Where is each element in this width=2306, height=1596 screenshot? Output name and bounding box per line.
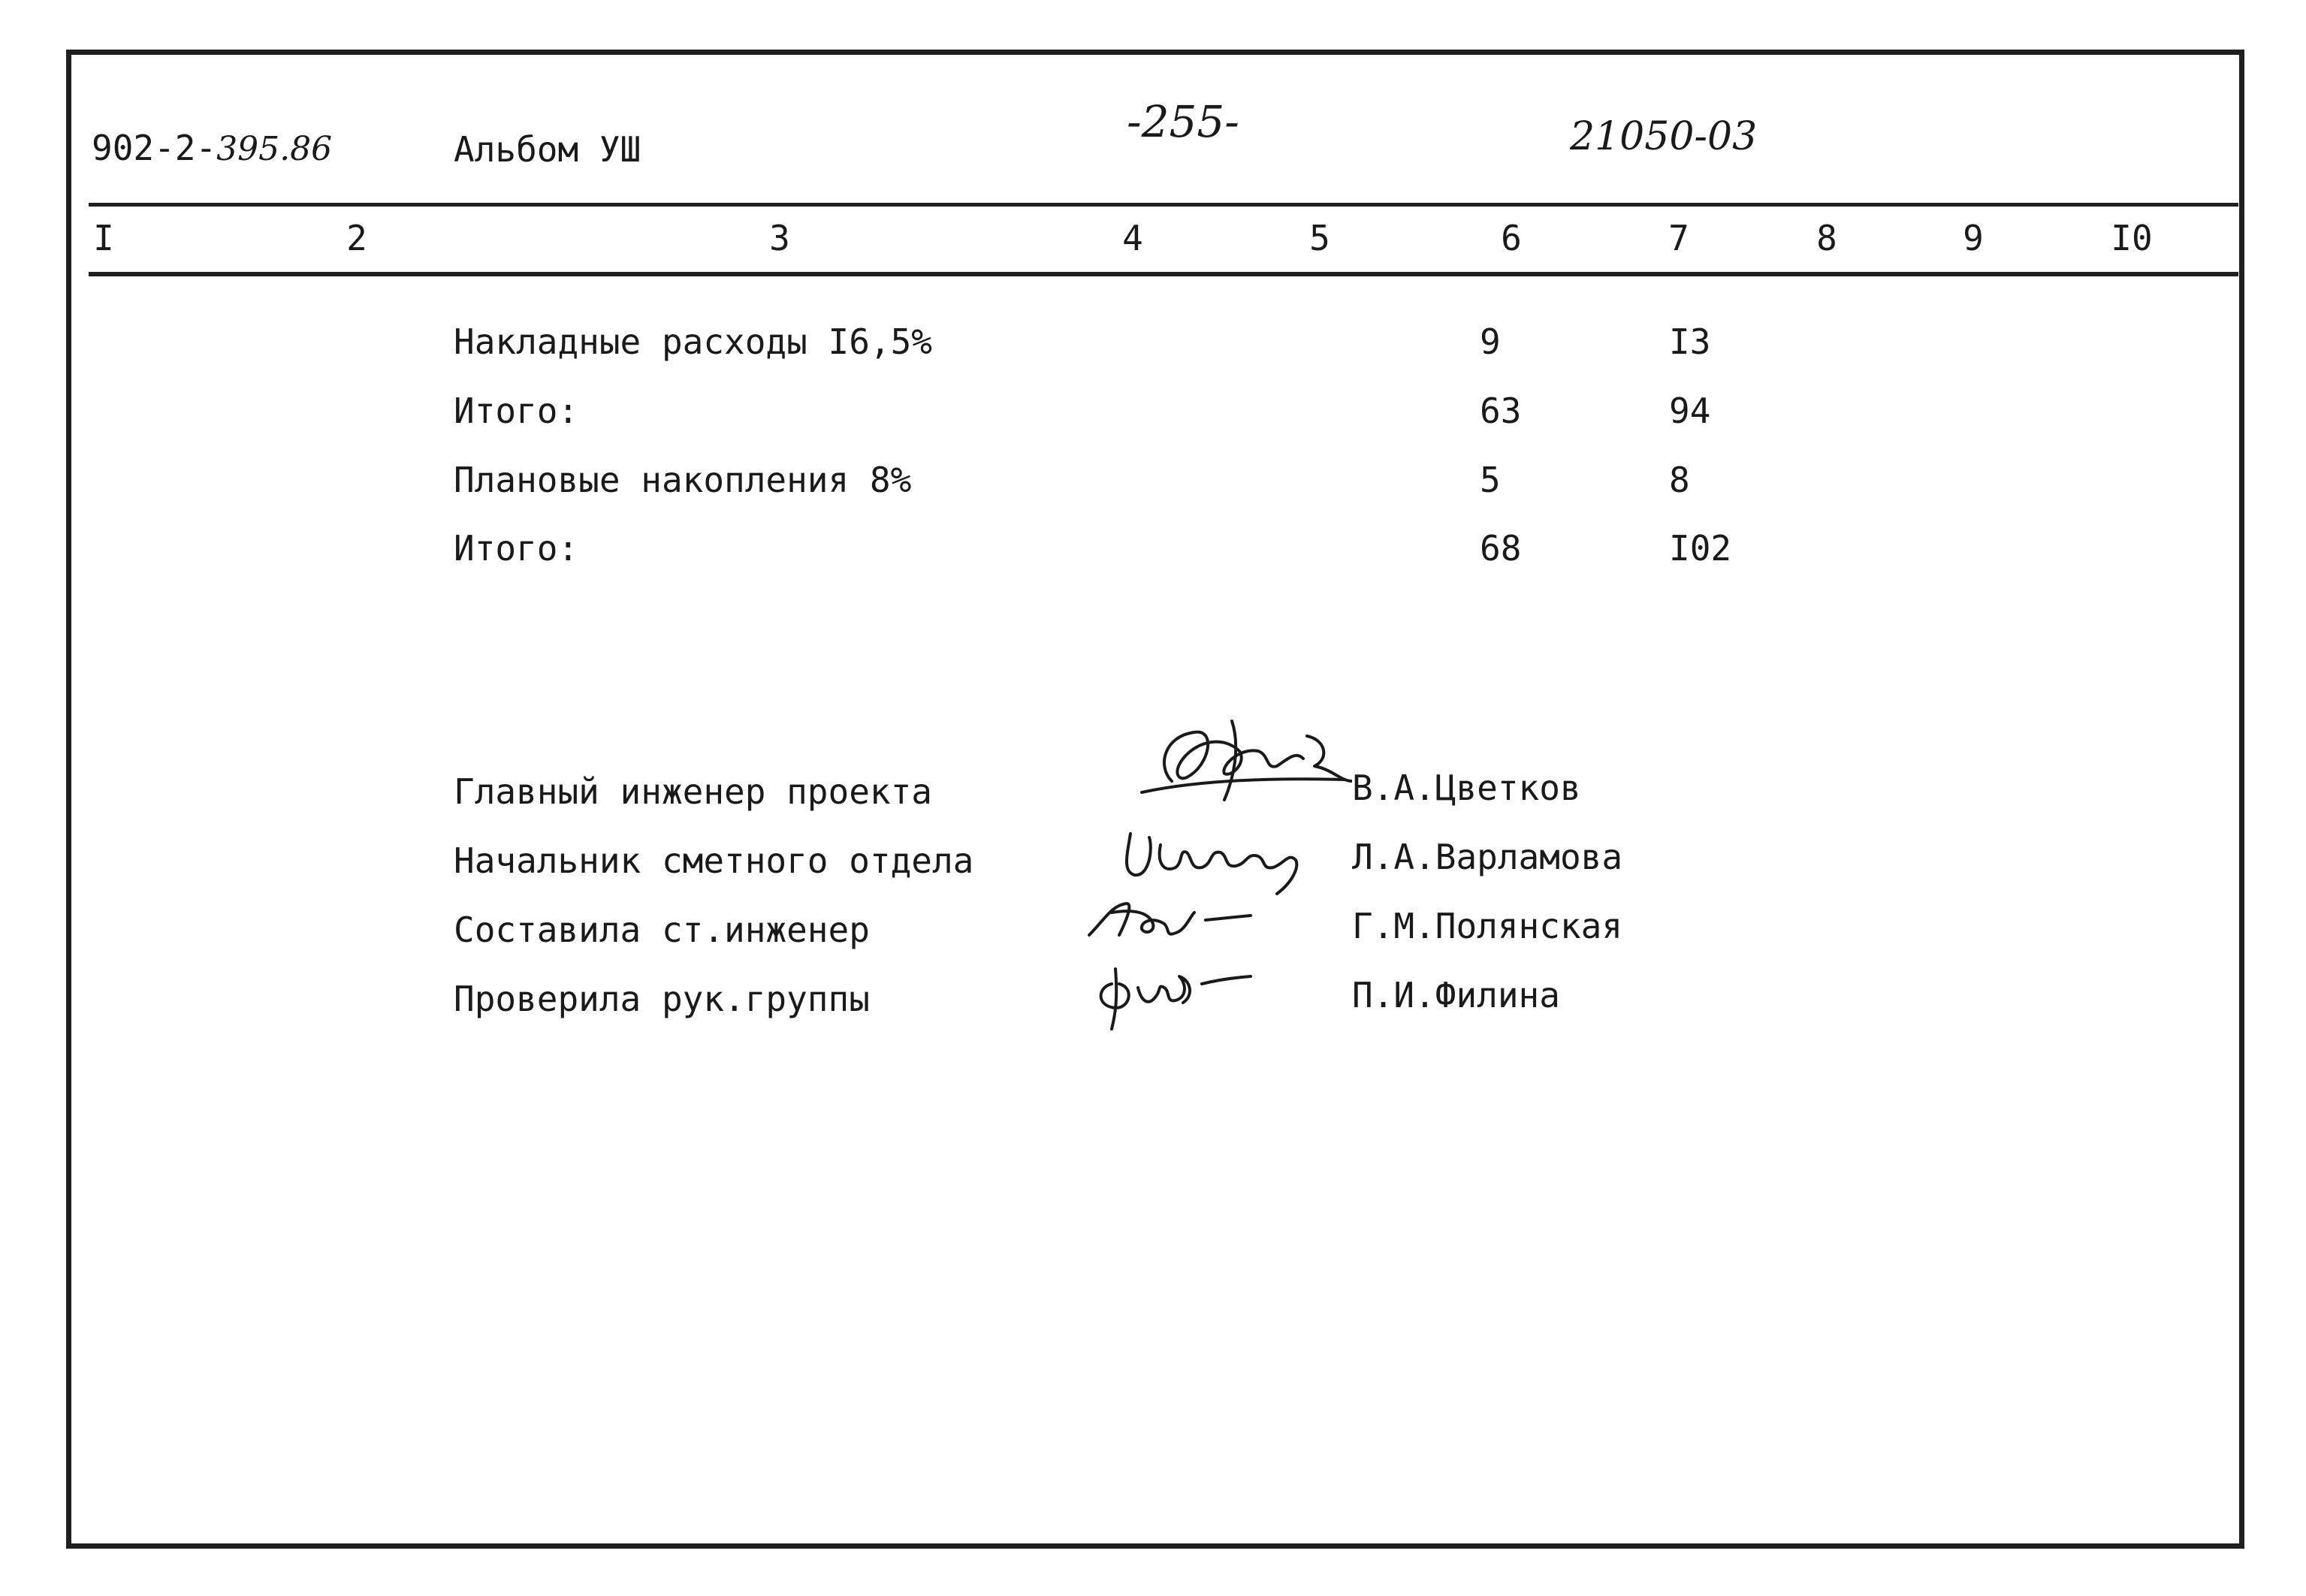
column-number-10: I0 bbox=[2111, 218, 2153, 258]
header-code bbox=[92, 128, 332, 168]
header-code-handwritten: 395.86 bbox=[216, 130, 333, 168]
row-col6: 9 bbox=[1480, 321, 1501, 362]
column-number-1: I bbox=[93, 218, 114, 258]
row-label: Плановые накопления 8% bbox=[454, 460, 912, 500]
row-col6: 5 bbox=[1480, 460, 1501, 500]
row-col7: 94 bbox=[1669, 391, 1711, 431]
signatory-title: Составила ст.инженер bbox=[454, 910, 870, 950]
header-rule-top bbox=[89, 203, 2238, 207]
signature-estimates-head bbox=[1108, 819, 1326, 901]
row-col7: I3 bbox=[1669, 321, 1711, 362]
signatory-title: Главный инженер проекта bbox=[454, 771, 932, 812]
header-code-typed: 902-2- bbox=[92, 128, 217, 168]
column-number-8: 8 bbox=[1816, 218, 1837, 258]
row-label: Итого: bbox=[454, 391, 579, 431]
column-number-6: 6 bbox=[1501, 218, 1522, 258]
doc-number: 21050-03 bbox=[1570, 114, 1758, 159]
signatory-name: Л.А.Варламова bbox=[1352, 837, 1623, 877]
row-col7: 8 bbox=[1669, 460, 1690, 500]
page-number: -255- bbox=[1127, 96, 1239, 147]
column-number-2: 2 bbox=[346, 218, 367, 258]
row-col6: 63 bbox=[1480, 391, 1522, 431]
column-number-9: 9 bbox=[1963, 218, 1984, 258]
signatory-name: П.И.Филина bbox=[1352, 975, 1560, 1015]
signatory-name: Г.М.Полянская bbox=[1352, 906, 1623, 946]
row-col7: I02 bbox=[1669, 528, 1732, 569]
signature-chief-engineer bbox=[1127, 706, 1352, 819]
signatory-title: Начальник сметного отдела bbox=[454, 840, 974, 881]
row-label: Накладные расходы I6,5% bbox=[454, 321, 932, 362]
row-col6: 68 bbox=[1480, 528, 1522, 569]
signatory-name: В.А.Цветков bbox=[1352, 768, 1581, 808]
column-number-7: 7 bbox=[1668, 218, 1689, 258]
column-number-3: 3 bbox=[769, 218, 790, 258]
signature-senior-engineer bbox=[1082, 890, 1262, 950]
header-rule-bottom bbox=[89, 272, 2238, 276]
column-number-4: 4 bbox=[1122, 218, 1143, 258]
column-number-5: 5 bbox=[1309, 218, 1330, 258]
album-label: Альбом УШ bbox=[454, 129, 641, 170]
signature-group-leader bbox=[1082, 954, 1277, 1036]
row-label: Итого: bbox=[454, 528, 579, 569]
signatory-title: Проверила рук.группы bbox=[454, 979, 870, 1019]
